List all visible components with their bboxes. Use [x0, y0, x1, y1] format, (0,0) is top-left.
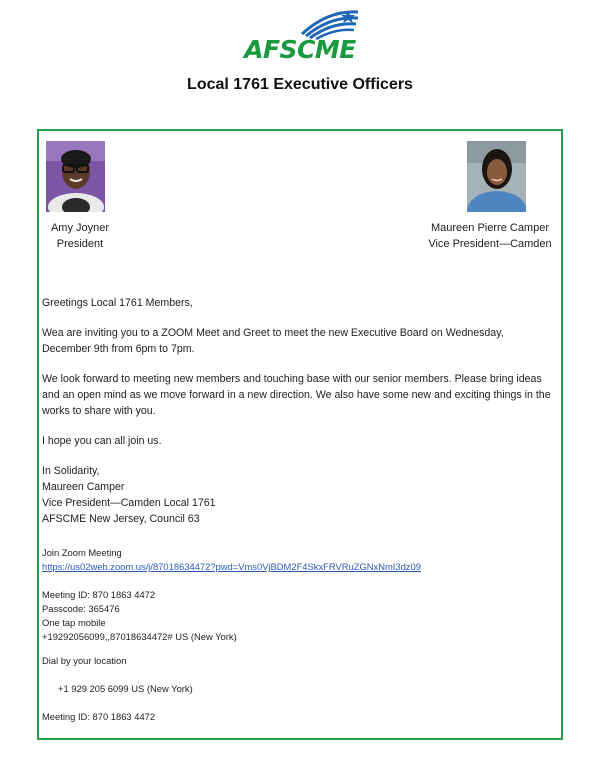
officer-role-vice-president: Vice President—Camden — [428, 238, 552, 250]
one-tap-label: One tap mobile — [42, 617, 106, 628]
logo-wordmark: AFSCME — [244, 35, 356, 64]
officer-name-president: Amy Joyner — [50, 222, 110, 234]
signature-org: AFSCME New Jersey, Council 63 — [42, 513, 200, 525]
join-zoom-label: Join Zoom Meeting — [42, 547, 122, 558]
zoom-details — [42, 546, 552, 724]
dial-label: Dial by your location — [42, 655, 127, 666]
officer-name-vice-president: Maureen Pierre Camper — [431, 222, 549, 234]
maureen-camper-photo — [467, 141, 526, 212]
zoom-meeting-link[interactable]: https://us02web.zoom.us/j/87018634472?pwd=Vms0VjBDM2F4SkxFRVRuZGNxNmI3dz09 — [42, 561, 421, 572]
closing: In Solidarity, — [42, 465, 100, 477]
officer-role-president: President — [56, 238, 104, 250]
one-tap-number: +19292056099,,87018634472# US (New York) — [42, 631, 237, 642]
meeting-id-repeat: Meeting ID: 870 1863 4472 — [42, 711, 156, 722]
join-paragraph: I hope you can all join us. — [42, 435, 162, 447]
greeting: Greetings Local 1761 Members, — [42, 297, 193, 309]
amy-joyner-photo — [46, 141, 105, 212]
meeting-id: Meeting ID: 870 1863 4472 — [42, 589, 156, 600]
welcome-paragraph: We look forward to meeting new members and touching base with our senior members. Please bring ideas and an open mind as we move forward in a new direction. We also have some new and exciting things in the works to share with you. — [42, 373, 551, 417]
page-title: Local 1761 Executive Officers — [187, 76, 413, 93]
letter-body — [42, 295, 552, 527]
invitation-paragraph: Wea are inviting you to a ZOOM Meet and Greet to meet the new Executive Board on Wednesday, December 9th from 6pm to 7pm. — [42, 327, 504, 355]
passcode: Passcode: 365476 — [42, 603, 120, 614]
signature-title: Vice President—Camden Local 1761 — [42, 497, 216, 509]
signature-name: Maureen Camper — [42, 481, 125, 493]
afscme-logo — [238, 8, 362, 64]
dial-number: +1 929 205 6099 US (New York) — [58, 683, 193, 694]
